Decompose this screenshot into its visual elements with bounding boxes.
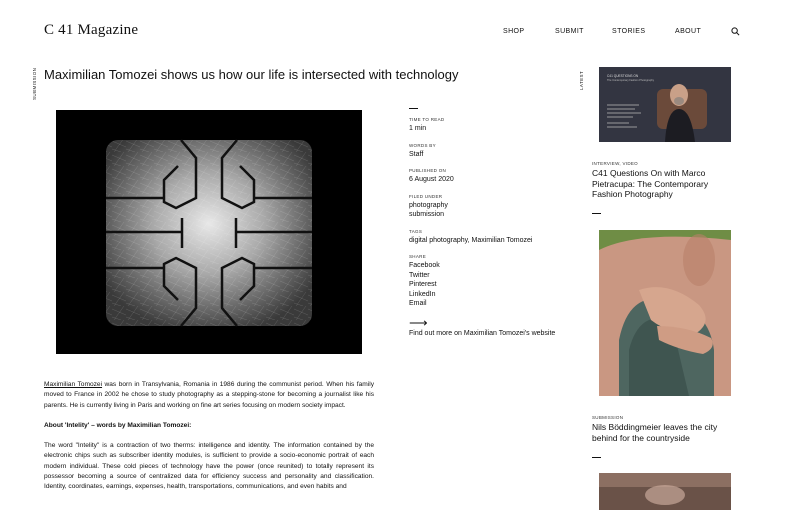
card-thumbnail-video[interactable] xyxy=(599,67,731,142)
nav-shop[interactable]: SHOP xyxy=(503,28,525,35)
meta-filed-under xyxy=(409,194,569,220)
meta-label: PUBLISHED ON xyxy=(409,168,447,173)
nav-about[interactable]: ABOUT xyxy=(675,28,702,35)
meta-divider xyxy=(409,108,418,109)
artist-name-link[interactable]: Maximilian Tomozei xyxy=(44,381,103,388)
card-thumbnail-image[interactable] xyxy=(599,473,731,510)
card-thumbnail-image[interactable] xyxy=(599,230,731,396)
video-title: C41 QUESTIONS ON xyxy=(607,74,639,78)
share-pinterest[interactable]: Pinterest xyxy=(409,281,437,288)
meta-label: TIME TO READ xyxy=(409,117,445,122)
latest-vertical-label: LATEST xyxy=(579,70,584,90)
share-twitter[interactable]: Twitter xyxy=(409,271,430,279)
hero-image-sim-chip xyxy=(56,110,362,354)
meta-label: SHARE xyxy=(409,254,427,259)
card-divider xyxy=(592,457,601,458)
meta-tags xyxy=(409,229,569,246)
share-facebook[interactable]: Facebook xyxy=(409,262,440,269)
body-text: was born in Transylvania, Romania in 1986 during the communist period. When his family moved to France in 2002 he chose to study photography as a stepping-stone for becoming a journalist like his parents. He is currently living in Paris and working on fine art series focusing on modern society impact. xyxy=(44,381,374,409)
nav-submit[interactable]: SUBMIT xyxy=(555,28,584,35)
search-icon[interactable] xyxy=(731,27,740,36)
card-category[interactable]: INTERVIEW, VIDEO xyxy=(592,161,638,166)
website-link[interactable]: Find out more on Maximilian Tomozei's website xyxy=(409,329,556,337)
category-vertical-label[interactable]: SUBMISSION xyxy=(32,67,37,100)
meta-published xyxy=(409,168,569,185)
filed-link-submission[interactable]: submission xyxy=(409,211,445,218)
main-nav xyxy=(0,28,800,38)
site-logo[interactable]: C 41 Magazine xyxy=(44,22,139,38)
article-body xyxy=(44,380,374,503)
meta-label: FILED UNDER xyxy=(409,193,443,199)
meta-share xyxy=(409,254,569,309)
meta-words-by xyxy=(409,143,569,160)
article-meta xyxy=(409,104,569,337)
tags-links[interactable]: digital photography, Maximilian Tomozei xyxy=(409,236,533,244)
filed-link-photography[interactable]: photography xyxy=(409,201,448,209)
card-divider xyxy=(592,213,601,214)
nav-stories[interactable]: STORIES xyxy=(612,28,646,35)
meta-value: 6 August 2020 xyxy=(409,176,454,183)
meta-label: WORDS BY xyxy=(409,142,436,148)
body-subheading: About 'Intelity' – words by Maximilian Tomozei: xyxy=(44,421,192,429)
author-link[interactable]: Staff xyxy=(409,150,424,158)
meta-time-to-read xyxy=(409,117,569,134)
page-title: Maximilian Tomozei shows us how our life is intersected with technology xyxy=(44,67,459,82)
meta-label: TAGS xyxy=(409,228,423,234)
share-linkedin[interactable]: LinkedIn xyxy=(409,290,436,298)
body-paragraph xyxy=(44,380,374,411)
arrow-right-icon[interactable]: ⟶ xyxy=(409,314,428,330)
card-title[interactable]: C41 Questions On with Marco Pietracupa: The Contemporary Fashion Photography xyxy=(592,168,709,199)
card-title[interactable]: Nils Böddingmeier leaves the city behind for the countryside xyxy=(592,422,718,443)
video-subtitle: The Contemporary Fashion Photography xyxy=(607,79,655,82)
meta-value: 1 min xyxy=(409,125,427,132)
share-email[interactable]: Email xyxy=(409,300,427,307)
body-paragraph: The word "Intelity" is a contraction of two therms: intelligence and identity. The information contained by the electronic chips such as subscriber identity modules, is sufficient to provide a socio-economic portrait of each modern individual. These cold pieces of technology have the power (once reunited) to totally represent its possessor becoming a source of centralized data for efficiency success and personality and classification. Identity, coordinates, earnings, expenses, health, transportations, communications, and even habits and xyxy=(44,442,374,491)
card-category[interactable]: SUBMISSION xyxy=(592,415,624,420)
